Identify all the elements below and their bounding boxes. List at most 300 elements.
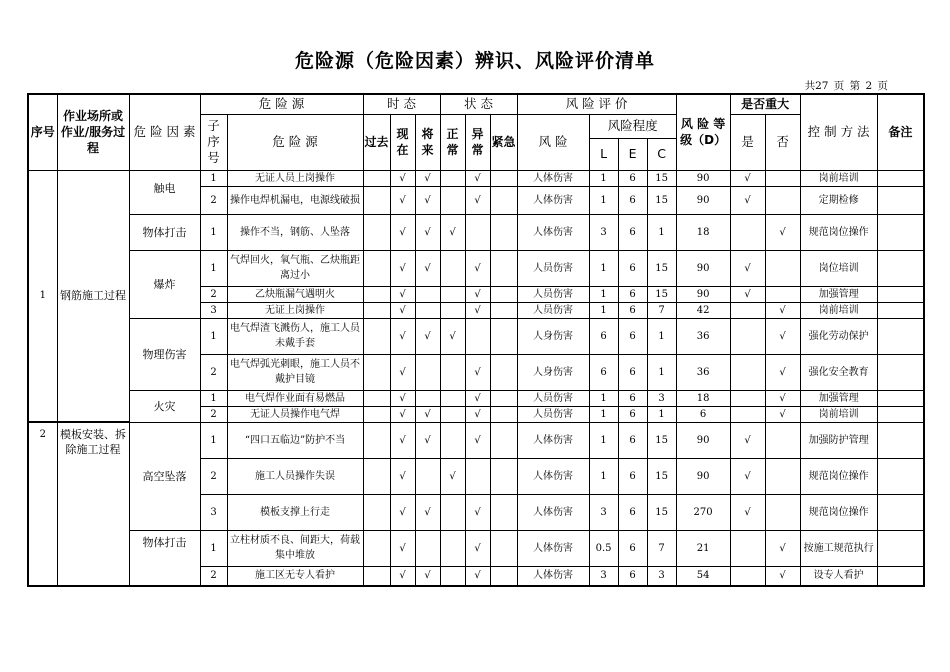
cell-past: [363, 422, 390, 458]
cell-control: 定期检修: [800, 186, 877, 214]
cell-emergency: [490, 566, 517, 586]
cell-E: 6: [618, 494, 647, 530]
table-body: [28, 170, 924, 586]
cell-L: 1: [589, 250, 618, 286]
cell-C: 7: [647, 302, 676, 318]
cell-present: √: [390, 354, 415, 390]
cell-remark: [877, 286, 924, 302]
cell-C: 15: [647, 170, 676, 186]
cell-major-no: [765, 422, 800, 458]
header-abnormal: 异常: [465, 114, 490, 170]
cell-abnormal: √: [465, 170, 490, 186]
cell-control: 岗前培训: [800, 302, 877, 318]
cell-major-yes: √: [730, 286, 765, 302]
cell-E: 6: [618, 286, 647, 302]
cell-abnormal: √: [465, 530, 490, 566]
cell-emergency: [490, 318, 517, 354]
header-no: 否: [765, 114, 800, 170]
cell-abnormal: √: [465, 186, 490, 214]
cell-sub-seq: 3: [200, 302, 227, 318]
cell-sub-seq: 1: [200, 318, 227, 354]
cell-future: [415, 302, 440, 318]
cell-normal: √: [440, 214, 465, 250]
cell-future: √: [415, 186, 440, 214]
header-emergency: 紧急: [490, 114, 517, 170]
cell-control: 岗位培训: [800, 250, 877, 286]
header-hazard-source-group: 危 险 源: [200, 94, 363, 114]
cell-past: [363, 406, 390, 422]
risk-assessment-table: [27, 93, 925, 587]
cell-hazard-source: 气焊回火，氧气瓶、乙炔瓶距离过小: [227, 250, 363, 286]
cell-L: 1: [589, 186, 618, 214]
header-workplace: 作业场所或作业/服务过程: [57, 94, 129, 170]
cell-D: 90: [676, 422, 730, 458]
cell-C: 15: [647, 186, 676, 214]
cell-E: 6: [618, 170, 647, 186]
header-seq: 序号: [28, 94, 57, 170]
cell-seq: 1: [28, 170, 57, 422]
cell-future: √: [415, 250, 440, 286]
cell-sub-seq: 1: [200, 250, 227, 286]
cell-risk: 人体伤害: [517, 494, 589, 530]
cell-past: [363, 170, 390, 186]
header-hazard-source: 危 险 源: [227, 114, 363, 170]
cell-E: 6: [618, 406, 647, 422]
cell-hazard-factor: 火灾: [129, 390, 200, 422]
cell-future: [415, 390, 440, 406]
cell-past: [363, 354, 390, 390]
cell-sub-seq: 2: [200, 566, 227, 586]
cell-abnormal: √: [465, 286, 490, 302]
cell-remark: [877, 390, 924, 406]
cell-major-yes: [730, 530, 765, 566]
cell-hazard-source: 乙炔瓶漏气遇明火: [227, 286, 363, 302]
cell-risk: 人体伤害: [517, 170, 589, 186]
cell-risk: 人体伤害: [517, 566, 589, 586]
cell-major-yes: [730, 214, 765, 250]
cell-past: [363, 302, 390, 318]
cell-risk: 人体伤害: [517, 422, 589, 458]
cell-sub-seq: 2: [200, 406, 227, 422]
cell-E: 6: [618, 214, 647, 250]
cell-past: [363, 458, 390, 494]
cell-sub-seq: 3: [200, 494, 227, 530]
cell-future: [415, 286, 440, 302]
header-risk-degree: 风险程度: [589, 114, 676, 138]
cell-remark: [877, 186, 924, 214]
cell-control: 规范岗位操作: [800, 494, 877, 530]
cell-major-yes: [730, 302, 765, 318]
cell-normal: [440, 494, 465, 530]
cell-past: [363, 530, 390, 566]
cell-future: √: [415, 566, 440, 586]
header-risk-level: 风 险 等 级（D）: [676, 94, 730, 170]
cell-control: 设专人看护: [800, 566, 877, 586]
cell-major-yes: √: [730, 170, 765, 186]
header-hazard-factor: 危 险 因 素: [129, 94, 200, 170]
cell-remark: [877, 354, 924, 390]
cell-control: 规范岗位操作: [800, 214, 877, 250]
cell-emergency: [490, 354, 517, 390]
cell-E: 6: [618, 318, 647, 354]
cell-major-yes: [730, 318, 765, 354]
cell-major-yes: [730, 390, 765, 406]
cell-L: 6: [589, 318, 618, 354]
cell-emergency: [490, 530, 517, 566]
header-remark: 备注: [877, 94, 924, 170]
cell-L: 1: [589, 406, 618, 422]
cell-present: √: [390, 406, 415, 422]
cell-D: 270: [676, 494, 730, 530]
header-present: 现在: [390, 114, 415, 170]
cell-D: 54: [676, 566, 730, 586]
cell-hazard-source: 施工区无专人看护: [227, 566, 363, 586]
cell-past: [363, 494, 390, 530]
cell-remark: [877, 214, 924, 250]
cell-E: 6: [618, 302, 647, 318]
cell-C: 1: [647, 354, 676, 390]
cell-hazard-factor: 高空坠落: [129, 422, 200, 530]
cell-major-no: √: [765, 302, 800, 318]
cell-present: √: [390, 566, 415, 586]
cell-risk: 人员伤害: [517, 406, 589, 422]
cell-L: 1: [589, 302, 618, 318]
cell-present: √: [390, 214, 415, 250]
cell-C: 15: [647, 458, 676, 494]
cell-sub-seq: 2: [200, 458, 227, 494]
cell-workplace: 模板安装、拆除施工过程: [57, 422, 129, 586]
header-future: 将来: [415, 114, 440, 170]
cell-present: √: [390, 302, 415, 318]
cell-risk: 人身伤害: [517, 354, 589, 390]
cell-normal: [440, 422, 465, 458]
cell-hazard-factor: 触电: [129, 170, 200, 214]
header-L: L: [589, 138, 618, 170]
cell-hazard-factor: 爆炸: [129, 250, 200, 318]
cell-emergency: [490, 406, 517, 422]
cell-future: [415, 354, 440, 390]
cell-sub-seq: 2: [200, 286, 227, 302]
cell-remark: [877, 302, 924, 318]
cell-hazard-source: 立柱材质不良、间距大，荷载集中堆放: [227, 530, 363, 566]
cell-emergency: [490, 214, 517, 250]
cell-hazard-source: 无证人员上岗操作: [227, 170, 363, 186]
cell-past: [363, 318, 390, 354]
cell-D: 90: [676, 458, 730, 494]
cell-hazard-factor: 物体打击: [129, 214, 200, 250]
cell-risk: 人体伤害: [517, 186, 589, 214]
cell-remark: [877, 494, 924, 530]
cell-major-yes: [730, 406, 765, 422]
cell-future: [415, 530, 440, 566]
cell-major-yes: [730, 566, 765, 586]
cell-risk: 人员伤害: [517, 302, 589, 318]
cell-D: 90: [676, 186, 730, 214]
cell-control: 规范岗位操作: [800, 458, 877, 494]
cell-risk: 人身伤害: [517, 318, 589, 354]
cell-abnormal: √: [465, 494, 490, 530]
cell-abnormal: √: [465, 302, 490, 318]
cell-emergency: [490, 250, 517, 286]
cell-emergency: [490, 458, 517, 494]
cell-present: √: [390, 390, 415, 406]
cell-hazard-source: 施工人员操作失误: [227, 458, 363, 494]
cell-hazard-source: 电气焊渣飞溅伤人，施工人员未戴手套: [227, 318, 363, 354]
cell-major-no: [765, 250, 800, 286]
cell-risk: 人体伤害: [517, 214, 589, 250]
cell-L: 1: [589, 458, 618, 494]
cell-hazard-source: 操作电焊机漏电，电源线破损: [227, 186, 363, 214]
cell-emergency: [490, 390, 517, 406]
cell-future: √: [415, 170, 440, 186]
cell-present: √: [390, 494, 415, 530]
cell-C: 15: [647, 494, 676, 530]
cell-major-no: √: [765, 354, 800, 390]
cell-normal: [440, 186, 465, 214]
cell-C: 7: [647, 530, 676, 566]
table-row: [28, 390, 924, 406]
table-row: [28, 250, 924, 286]
cell-major-yes: [730, 354, 765, 390]
cell-normal: [440, 530, 465, 566]
cell-E: 6: [618, 354, 647, 390]
cell-abnormal: √: [465, 422, 490, 458]
cell-sub-seq: 1: [200, 530, 227, 566]
cell-present: √: [390, 458, 415, 494]
cell-past: [363, 214, 390, 250]
header-risk: 风 险: [517, 114, 589, 170]
cell-present: √: [390, 250, 415, 286]
cell-hazard-source: 电气焊作业面有易燃品: [227, 390, 363, 406]
cell-major-no: [765, 458, 800, 494]
cell-D: 36: [676, 318, 730, 354]
cell-sub-seq: 1: [200, 390, 227, 406]
cell-D: 42: [676, 302, 730, 318]
cell-sub-seq: 2: [200, 354, 227, 390]
cell-emergency: [490, 186, 517, 214]
header-tense-group: 时 态: [363, 94, 440, 114]
cell-D: 18: [676, 390, 730, 406]
cell-abnormal: √: [465, 354, 490, 390]
cell-workplace: 钢筋施工过程: [57, 170, 129, 422]
cell-seq: 2: [28, 422, 57, 586]
cell-L: 3: [589, 494, 618, 530]
cell-future: [415, 458, 440, 494]
cell-C: 15: [647, 250, 676, 286]
cell-sub-seq: 1: [200, 170, 227, 186]
cell-L: 1: [589, 390, 618, 406]
cell-C: 3: [647, 566, 676, 586]
cell-risk: 人员伤害: [517, 390, 589, 406]
cell-D: 36: [676, 354, 730, 390]
cell-past: [363, 250, 390, 286]
cell-emergency: [490, 494, 517, 530]
cell-D: 90: [676, 286, 730, 302]
cell-L: 0.5: [589, 530, 618, 566]
cell-E: 6: [618, 458, 647, 494]
cell-C: 15: [647, 422, 676, 458]
cell-major-no: [765, 186, 800, 214]
cell-control: 加强防护管理: [800, 422, 877, 458]
header-C: C: [647, 138, 676, 170]
cell-present: √: [390, 318, 415, 354]
cell-abnormal: [465, 318, 490, 354]
cell-hazard-source: 模板支撑上行走: [227, 494, 363, 530]
cell-major-no: [765, 494, 800, 530]
cell-major-yes: √: [730, 494, 765, 530]
cell-major-no: √: [765, 318, 800, 354]
cell-E: 6: [618, 186, 647, 214]
header-sub-seq: 子序号: [200, 114, 227, 170]
page-title: 危险源（危险因素）辨识、风险评价清单: [294, 50, 655, 72]
cell-future: √: [415, 214, 440, 250]
cell-normal: [440, 390, 465, 406]
cell-emergency: [490, 302, 517, 318]
cell-present: √: [390, 530, 415, 566]
header-normal: 正常: [440, 114, 465, 170]
cell-C: 1: [647, 406, 676, 422]
table-row: [28, 318, 924, 354]
cell-E: 6: [618, 530, 647, 566]
cell-normal: [440, 250, 465, 286]
cell-control: 加强管理: [800, 390, 877, 406]
header-control: 控 制 方 法: [800, 94, 877, 170]
cell-major-no: [765, 170, 800, 186]
cell-major-yes: √: [730, 250, 765, 286]
cell-present: √: [390, 170, 415, 186]
cell-normal: [440, 302, 465, 318]
cell-present: √: [390, 186, 415, 214]
header-yes: 是: [730, 114, 765, 170]
cell-normal: [440, 286, 465, 302]
cell-C: 1: [647, 318, 676, 354]
cell-future: √: [415, 318, 440, 354]
cell-normal: √: [440, 458, 465, 494]
cell-abnormal: √: [465, 566, 490, 586]
cell-control: 岗前培训: [800, 406, 877, 422]
cell-normal: [440, 406, 465, 422]
cell-major-yes: √: [730, 458, 765, 494]
cell-D: 90: [676, 170, 730, 186]
cell-major-no: √: [765, 566, 800, 586]
header-major-group: 是否重大: [730, 94, 800, 114]
cell-major-yes: √: [730, 422, 765, 458]
header-risk-eval-group: 风 险 评 价: [517, 94, 676, 114]
cell-L: 3: [589, 214, 618, 250]
cell-sub-seq: 1: [200, 214, 227, 250]
cell-hazard-source: 电气焊弧光刺眼，施工人员不戴护目镜: [227, 354, 363, 390]
cell-normal: [440, 170, 465, 186]
cell-hazard-source: 操作不当，钢筋、人坠落: [227, 214, 363, 250]
cell-emergency: [490, 170, 517, 186]
cell-past: [363, 566, 390, 586]
page-number: 共27 页 第 2 页: [804, 80, 888, 92]
cell-E: 6: [618, 250, 647, 286]
cell-control: 强化安全教育: [800, 354, 877, 390]
cell-past: [363, 390, 390, 406]
cell-hazard-factor: 物理伤害: [129, 318, 200, 390]
cell-future: √: [415, 406, 440, 422]
header-state-group: 状 态: [440, 94, 517, 114]
cell-present: √: [390, 422, 415, 458]
cell-L: 1: [589, 422, 618, 458]
cell-E: 6: [618, 390, 647, 406]
cell-remark: [877, 566, 924, 586]
cell-L: 3: [589, 566, 618, 586]
cell-control: 岗前培训: [800, 170, 877, 186]
cell-abnormal: √: [465, 406, 490, 422]
cell-L: 1: [589, 286, 618, 302]
cell-normal: [440, 566, 465, 586]
cell-future: √: [415, 494, 440, 530]
table-row: [28, 530, 924, 566]
cell-past: [363, 286, 390, 302]
cell-major-no: [765, 286, 800, 302]
cell-sub-seq: 2: [200, 186, 227, 214]
cell-future: √: [415, 422, 440, 458]
cell-remark: [877, 318, 924, 354]
cell-remark: [877, 422, 924, 458]
cell-remark: [877, 458, 924, 494]
cell-normal: √: [440, 318, 465, 354]
cell-L: 1: [589, 170, 618, 186]
cell-risk: 人员伤害: [517, 250, 589, 286]
cell-sub-seq: 1: [200, 422, 227, 458]
cell-present: √: [390, 286, 415, 302]
cell-D: 18: [676, 214, 730, 250]
cell-C: 1: [647, 214, 676, 250]
cell-remark: [877, 530, 924, 566]
table-row: [28, 214, 924, 250]
cell-hazard-source: “四口五临边”防护不当: [227, 422, 363, 458]
cell-hazard-source: 无证上岗操作: [227, 302, 363, 318]
header-past: 过去: [363, 114, 390, 170]
cell-C: 15: [647, 286, 676, 302]
table-row: [28, 422, 924, 458]
cell-D: 90: [676, 250, 730, 286]
cell-major-no: √: [765, 530, 800, 566]
cell-remark: [877, 170, 924, 186]
cell-major-no: √: [765, 214, 800, 250]
cell-abnormal: [465, 458, 490, 494]
cell-control: 加强管理: [800, 286, 877, 302]
cell-abnormal: √: [465, 250, 490, 286]
cell-control: 按施工规范执行: [800, 530, 877, 566]
cell-risk: 人体伤害: [517, 458, 589, 494]
cell-major-yes: √: [730, 186, 765, 214]
cell-normal: [440, 354, 465, 390]
cell-abnormal: [465, 214, 490, 250]
cell-risk: 人体伤害: [517, 530, 589, 566]
cell-D: 21: [676, 530, 730, 566]
header-E: E: [618, 138, 647, 170]
cell-risk: 人员伤害: [517, 286, 589, 302]
cell-C: 3: [647, 390, 676, 406]
cell-E: 6: [618, 422, 647, 458]
cell-major-no: √: [765, 406, 800, 422]
table-row: [28, 170, 924, 186]
cell-hazard-factor: 物体打击: [129, 530, 200, 586]
cell-emergency: [490, 286, 517, 302]
cell-hazard-source: 无证人员操作电气焊: [227, 406, 363, 422]
cell-remark: [877, 250, 924, 286]
cell-L: 6: [589, 354, 618, 390]
cell-D: 6: [676, 406, 730, 422]
cell-past: [363, 186, 390, 214]
cell-remark: [877, 406, 924, 422]
cell-emergency: [490, 422, 517, 458]
cell-major-no: √: [765, 390, 800, 406]
